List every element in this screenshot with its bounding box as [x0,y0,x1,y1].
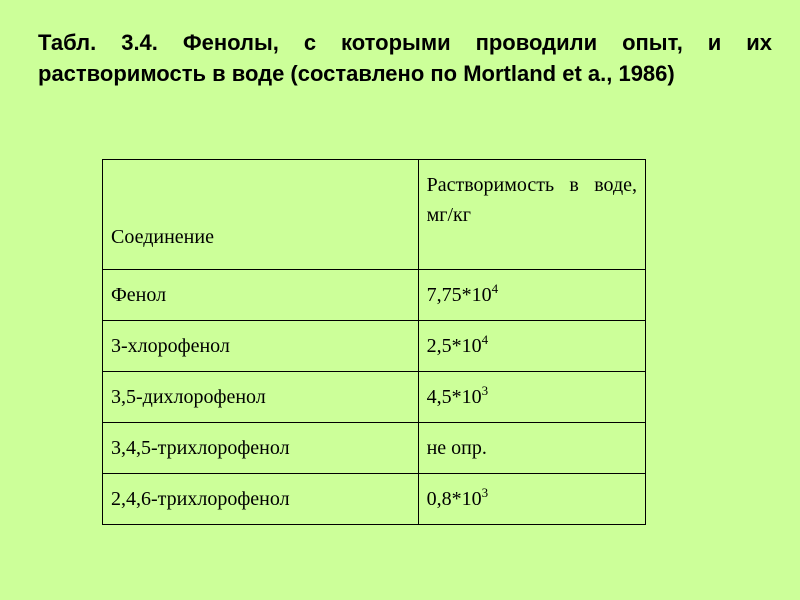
table-row [103,423,646,474]
solubility-cell [418,423,645,474]
solubility-cell [418,474,645,525]
table-row [103,372,646,423]
solubility-exponent: 3 [481,484,489,500]
solubility-value: 7,75*10 [426,283,492,306]
table-header-row [103,160,646,270]
compound-cell: 3,5-дихлорофенол [103,372,419,423]
solubility-cell [418,372,645,423]
solubility-value: 4,5*10 [426,385,482,408]
solubility-value: не опр. [426,436,487,459]
solubility-value: 2,5*10 [426,334,482,357]
solubility-table [102,159,646,525]
page-title: Табл. 3.4. Фенолы, с которыми проводили опыт, и их растворимость в воде (составлено по Mortland et a., 1986) [38,30,772,86]
table-row [103,321,646,372]
compound-cell: 2,4,6-трихлорофенол [103,474,419,525]
solubility-exponent: 4 [491,280,499,296]
table-row [103,270,646,321]
solubility-cell [418,270,645,321]
solubility-exponent: 3 [481,382,489,398]
compound-cell: 3,4,5-трихлорофенол [103,423,419,474]
table-row [103,474,646,525]
solubility-exponent: 4 [481,331,489,347]
solubility-value: 0,8*10 [426,487,482,510]
header-solubility: Растворимость в воде, мг/кг [418,160,645,270]
header-compound: Соединение [103,160,419,270]
solubility-cell [418,321,645,372]
compound-cell: 3-хлорофенол [103,321,419,372]
compound-cell: Фенол [103,270,419,321]
